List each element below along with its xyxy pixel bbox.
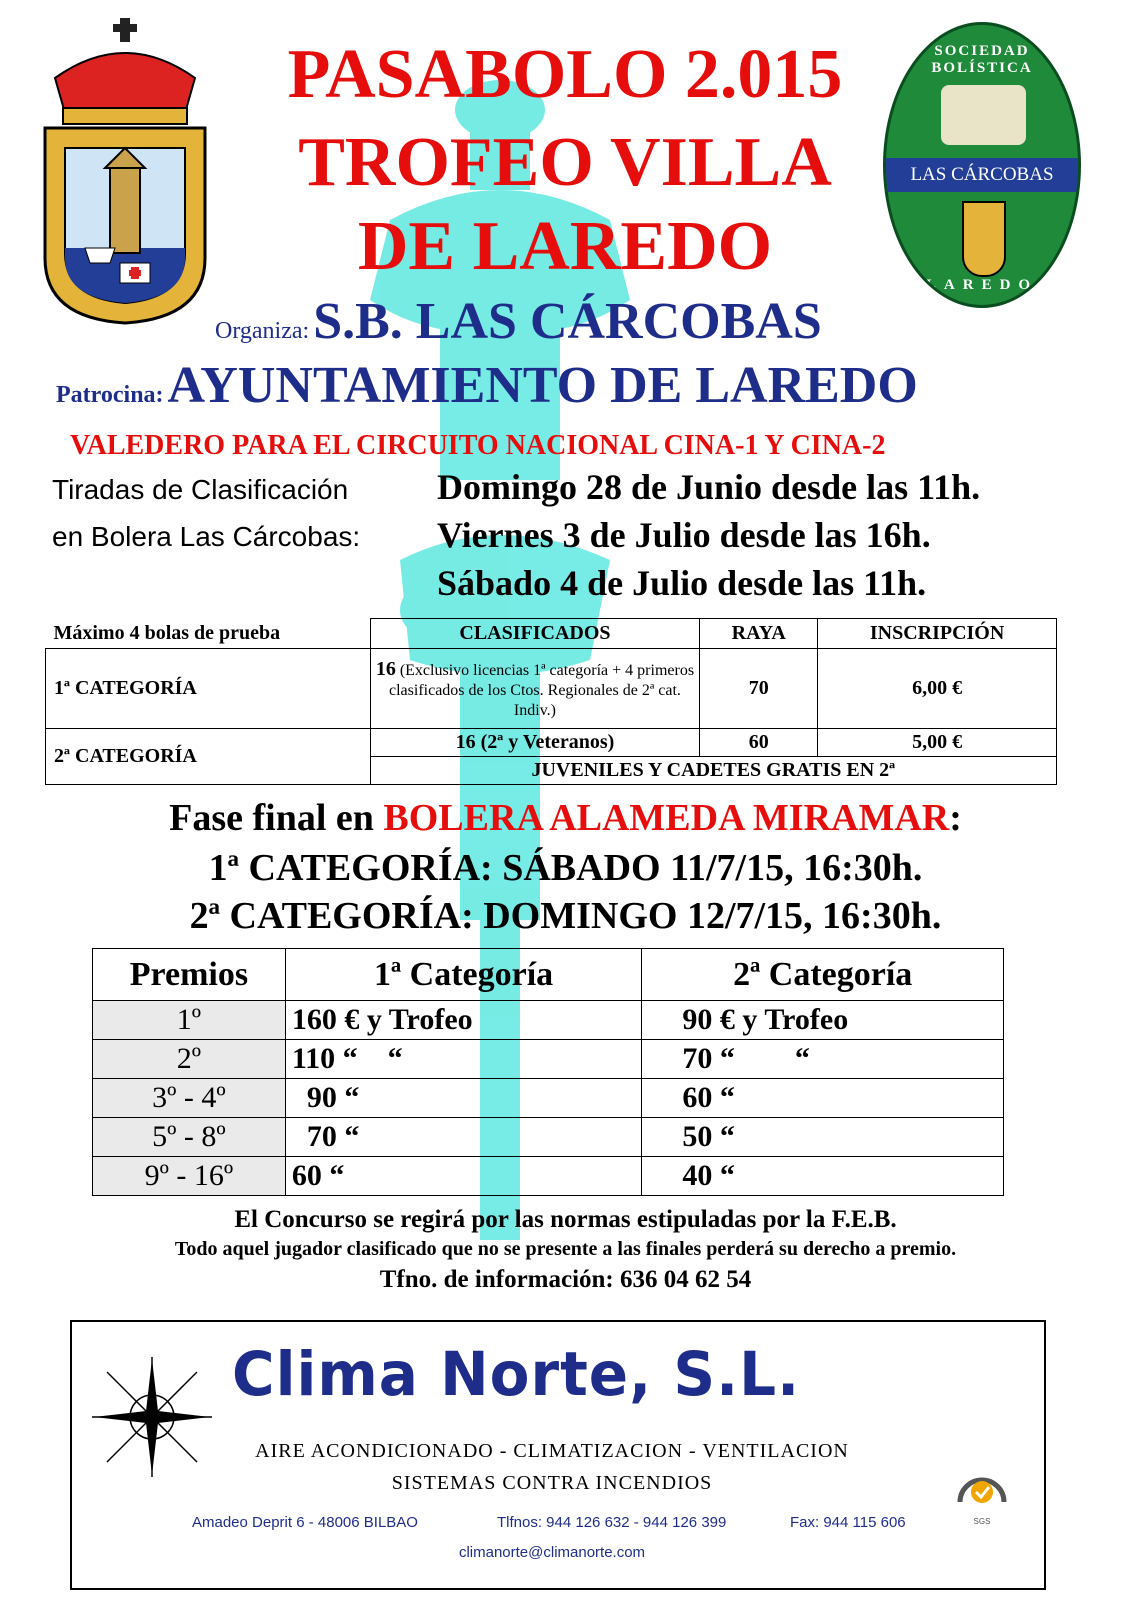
- tiradas-date1: Domingo 28 de Junio desde las 11h.: [437, 467, 981, 507]
- sponsor-name: Clima Norte, S.L.: [232, 1338, 801, 1410]
- rules-line1: El Concurso se regirá por las normas estipuladas por la F.E.B.: [234, 1206, 897, 1233]
- prizes-header-premios: Premios: [93, 949, 286, 1001]
- tiradas-date3: Sábado 4 de Julio desde las 11h.: [437, 563, 927, 603]
- cat1-clasificados-note: (Exclusivo licencias 1ª categoría + 4 primeros clasificados de los Ctos. Regionales de 2ª cat. Indiv.): [389, 662, 695, 719]
- prize-row: [93, 1079, 1004, 1118]
- title-line3: DE LAREDO: [357, 208, 773, 285]
- patrocina-value: AYUNTAMIENTO DE LAREDO: [167, 357, 918, 414]
- phone-info: Tfno. de información: 636 04 62 54: [379, 1266, 752, 1293]
- prize-row: [93, 1001, 1004, 1040]
- sponsor-line2: SISTEMAS CONTRA INCENDIOS: [391, 1472, 713, 1494]
- prize-cat2: 60 “: [642, 1079, 1004, 1118]
- title-line1: PASABOLO 2.015: [287, 36, 843, 113]
- prize-cat2: 90 € y Trofeo: [642, 1001, 1004, 1040]
- classification-table: [45, 618, 1057, 785]
- prize-position: 5º - 8º: [93, 1118, 286, 1157]
- header-clasificados: CLASIFICADOS: [370, 619, 700, 649]
- club-logo-art: [941, 85, 1026, 145]
- certification-icon: [952, 1462, 1012, 1512]
- cat1-inscripcion: 6,00 €: [818, 649, 1057, 729]
- patrocina-row: [56, 356, 918, 415]
- prize-row: [93, 1157, 1004, 1196]
- prize-cat1: 90 “: [285, 1079, 642, 1118]
- cat2-name: 2ª CATEGORÍA: [46, 729, 371, 785]
- club-logo-band-text: LAS CÁRCOBAS: [910, 164, 1054, 185]
- prize-position: 1º: [93, 1001, 286, 1040]
- prize-cat1: 60 “: [285, 1157, 642, 1196]
- tiradas-label1: Tiradas de Clasificación: [52, 474, 349, 505]
- title-line2: TROFEO VILLA: [298, 124, 832, 201]
- prizes-header-cat2: 2ª Categoría: [642, 949, 1004, 1001]
- club-logo-top-text: SOCIEDAD BOLÍSTICA: [931, 43, 1033, 76]
- header-inscripcion: INSCRIPCIÓN: [818, 619, 1057, 649]
- sponsor-email: climanorte@climanorte.com: [458, 1544, 646, 1561]
- fase-final-cat2: 2ª CATEGORÍA: DOMINGO 12/7/15, 16:30h.: [189, 895, 942, 937]
- prizes-table: [92, 948, 1004, 1196]
- organiza-label: Organiza:: [215, 318, 310, 344]
- laredo-crest-logo: [35, 18, 215, 328]
- prize-position: 3º - 4º: [93, 1079, 286, 1118]
- header-raya: RAYA: [700, 619, 818, 649]
- fase-final-venue: BOLERA ALAMEDA MIRAMAR: [383, 797, 950, 839]
- prize-row: [93, 1118, 1004, 1157]
- cat2-inscripcion: 5,00 €: [818, 729, 1057, 757]
- prizes-header-cat1: 1ª Categoría: [285, 949, 642, 1001]
- sponsor-phones: Tlfnos: 944 126 632 - 944 126 399: [497, 1514, 727, 1531]
- cat2-extra: JUVENILES Y CADETES GRATIS EN 2ª: [370, 757, 1056, 785]
- tiradas-date2: Viernes 3 de Julio desde las 16h.: [437, 515, 931, 555]
- prize-cat1: 110 “ “: [285, 1040, 642, 1079]
- prize-cat2: 50 “: [642, 1118, 1004, 1157]
- organiza-value: S.B. LAS CÁRCOBAS: [313, 293, 822, 350]
- prize-cat2: 70 “ “: [642, 1040, 1004, 1079]
- compass-icon: [92, 1357, 212, 1477]
- cat1-clasificados: [370, 649, 700, 729]
- organiza-row: [215, 292, 822, 351]
- certification-badge: [952, 1462, 1012, 1526]
- cat1-clasificados-num: 16: [375, 658, 396, 681]
- prizes-header-row: [93, 949, 1004, 1001]
- prize-position: 2º: [93, 1040, 286, 1079]
- prize-cat1: 70 “: [285, 1118, 642, 1157]
- club-logo-bottom-text: LAREDO: [925, 277, 1039, 293]
- rules-line2: Todo aquel jugador clasificado que no se presente a las finales perderá su derecho a premio.: [174, 1238, 957, 1260]
- prize-position: 9º - 16º: [93, 1157, 286, 1196]
- sponsor-box: [70, 1320, 1046, 1590]
- sponsor-address: Amadeo Deprit 6 - 48006 BILBAO: [192, 1514, 418, 1531]
- cat1-raya: 70: [700, 649, 818, 729]
- fase-final-suffix: :: [949, 797, 962, 839]
- certification-label: SGS: [973, 1517, 991, 1526]
- cat2-clasificados: 16 (2ª y Veteranos): [370, 729, 700, 757]
- fase-final-cat1: 1ª CATEGORÍA: SÁBADO 11/7/15, 16:30h.: [208, 847, 923, 889]
- cat2-raya: 60: [700, 729, 818, 757]
- patrocina-label: Patrocina:: [56, 382, 164, 408]
- cat1-name: 1ª CATEGORÍA: [46, 649, 371, 729]
- prize-cat1: 160 € y Trofeo: [285, 1001, 642, 1040]
- prize-row: [93, 1040, 1004, 1079]
- sponsor-fax: Fax: 944 115 606: [790, 1514, 906, 1531]
- club-logo-crest: [962, 201, 1006, 277]
- max-bolas-note: Máximo 4 bolas de prueba: [53, 621, 281, 644]
- valedero-text: VALEDERO PARA EL CIRCUITO NACIONAL CINA-1 Y CINA-2: [70, 430, 886, 461]
- tiradas-label2: en Bolera Las Cárcobas:: [52, 521, 361, 552]
- fase-final-prefix: Fase final en: [169, 797, 384, 839]
- sponsor-line1: AIRE ACONDICIONADO - CLIMATIZACION - VENTILACION: [255, 1440, 849, 1462]
- fase-final-line: [0, 796, 1131, 840]
- prize-cat2: 40 “: [642, 1157, 1004, 1196]
